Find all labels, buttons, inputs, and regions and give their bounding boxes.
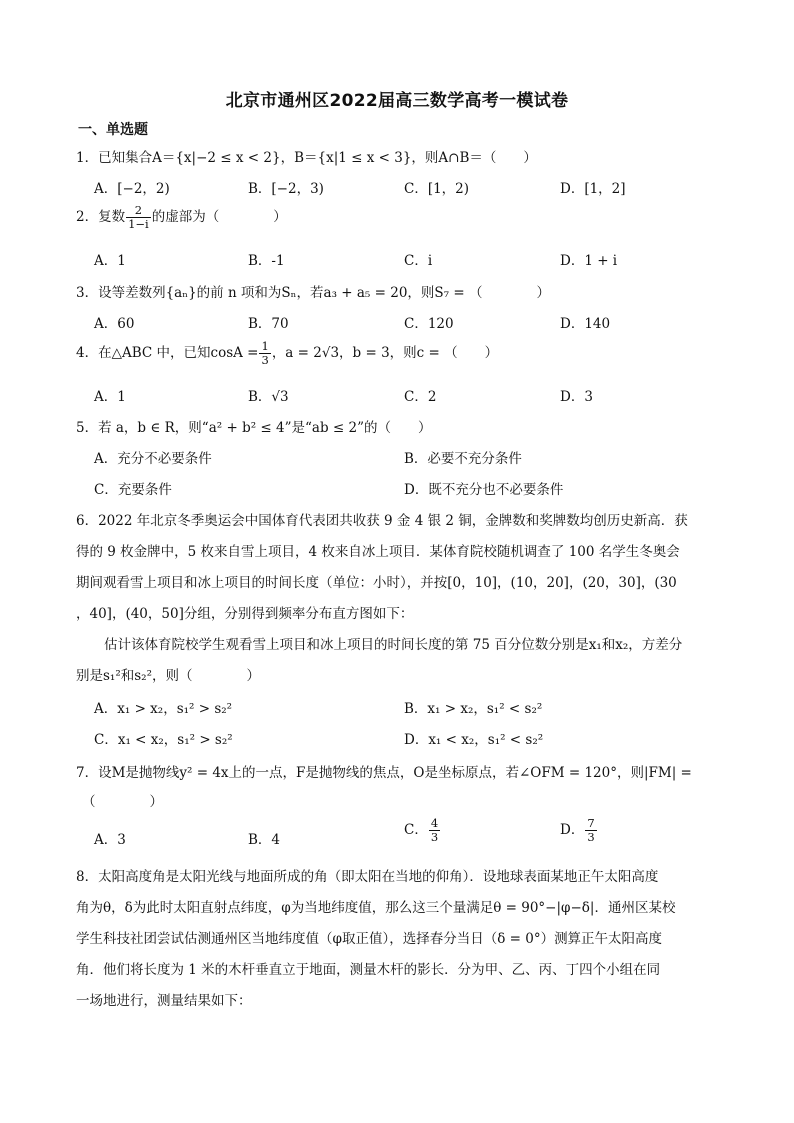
- q7-option-c: [404, 817, 441, 844]
- q7-option-c-fraction: [429, 817, 440, 844]
- q7-d-denominator: 3: [587, 830, 595, 844]
- q4-denominator: 3: [261, 353, 269, 367]
- q7-c-numerator: 4: [430, 816, 439, 830]
- q3-option-d: D．140: [560, 316, 611, 332]
- q4-fraction: [259, 340, 270, 367]
- q1-option-c: C．[1，2): [404, 181, 470, 197]
- q7-option-a: A．3: [94, 832, 126, 848]
- q5-option-a: A．充分不必要条件: [94, 451, 212, 467]
- q1-option-b: B．[−2，3): [248, 181, 324, 197]
- q4-text-pre: 4．在△ABC 中，已知cosA =: [76, 345, 259, 361]
- question-4-stem: [76, 340, 498, 367]
- q2-option-b: B．-1: [248, 253, 285, 269]
- question-8-line-2: 角为θ，δ为此时太阳直射点纬度，φ为当地纬度值，那么这三个量满足θ = 90°−|φ−δ|．通州区某校: [76, 900, 676, 916]
- question-3-stem: 3．设等差数列{aₙ}的前 n 项和为Sₙ，若a₃ + a₅ = 20，则S₇ = （ ）: [76, 285, 550, 301]
- q7-c-denominator: 3: [430, 830, 439, 844]
- q4-option-d: D．3: [560, 389, 593, 405]
- q6-option-a: A．x₁ > x₂，s₁² > s₂²: [94, 701, 233, 717]
- q3-option-b: B．70: [248, 316, 289, 332]
- q2-option-d: D．1 + i: [560, 253, 618, 269]
- q2-text-post: 的虚部为（ ）: [151, 209, 287, 225]
- section-heading: 一、单选题: [78, 122, 148, 138]
- question-6-line-5: 估计该体育院校学生观看雪上项目和冰上项目的时间长度的第 75 百分位数分别是x₁和x₂，方差分: [104, 637, 683, 653]
- q5-option-d: D．既不充分也不必要条件: [404, 482, 564, 498]
- q5-option-b: B．必要不充分条件: [404, 451, 522, 467]
- q7-option-b: B．4: [248, 832, 281, 848]
- question-6-line-2: 得的 9 枚金牌中，5 枚来自雪上项目，4 枚来自冰上项目．某体育院校随机调查了 100 名学生冬奥会: [76, 544, 680, 560]
- question-5-stem: 5．若 a，b ∈ R，则“a² + b² ≤ 4”是“ab ≤ 2”的（ ）: [76, 420, 432, 436]
- q7-d-numerator: 7: [587, 816, 595, 830]
- q4-option-a: A．1: [94, 389, 126, 405]
- q7-option-d-fraction: [585, 817, 596, 844]
- question-2-stem: [76, 204, 287, 231]
- q2-text-pre: 2．复数: [76, 209, 126, 225]
- question-7-line-2: （ ）: [82, 794, 163, 810]
- q2-option-c: C．i: [404, 253, 433, 269]
- q2-denominator: 1−i: [128, 217, 149, 231]
- question-1-stem: 1．已知集合A＝{x|−2 ≤ x < 2}，B＝{x|1 ≤ x < 3}，则A∩B＝（ ）: [76, 150, 537, 166]
- q6-option-d: D．x₁ < x₂，s₁² < s₂²: [404, 732, 544, 748]
- question-7-line-1: 7．设M是抛物线y² = 4x上的一点，F是抛物线的焦点，O是坐标原点，若∠OFM = 120°，则|FM| =: [76, 765, 692, 781]
- q5-option-c: C．充要条件: [94, 482, 172, 498]
- q7-option-d: [560, 817, 598, 844]
- q4-option-c: C．2: [404, 389, 437, 405]
- q1-option-a: A．[−2，2): [94, 181, 170, 197]
- q3-option-a: A．60: [94, 316, 135, 332]
- q1-option-d: D．[1，2]: [560, 181, 626, 197]
- question-8-line-5: 一场地进行，测量结果如下：: [76, 993, 252, 1009]
- q4-text-post: ，a = 2√3，b = 3，则c = （ ）: [271, 345, 499, 361]
- q6-option-b: B．x₁ > x₂，s₁² < s₂²: [404, 701, 543, 717]
- question-8-line-4: 角．他们将长度为 1 米的木杆垂直立于地面，测量木杆的影长．分为甲、乙、丙、丁四个小组在同: [76, 962, 661, 978]
- question-6-line-1: 6．2022 年北京冬季奥运会中国体育代表团共收获 9 金 4 银 2 铜，金牌数和奖牌数均创历史新高．获: [76, 513, 688, 529]
- q4-numerator: 1: [261, 339, 269, 353]
- q2-fraction: [126, 204, 151, 231]
- q7-option-d-label: D．: [560, 822, 585, 838]
- q3-option-c: C．120: [404, 316, 454, 332]
- q2-option-a: A．1: [94, 253, 126, 269]
- page-title: 北京市通州区2022届高三数学高考一模试卷: [225, 91, 569, 111]
- q2-numerator: 2: [126, 204, 151, 218]
- q6-option-c: C．x₁ < x₂，s₁² > s₂²: [94, 732, 233, 748]
- question-8-line-1: 8．太阳高度角是太阳光线与地面所成的角（即太阳在当地的仰角）．设地球表面某地正午太阳高度: [76, 869, 659, 885]
- q7-option-c-label: C．: [404, 822, 428, 838]
- question-6-line-4: ，40]，(40，50]分组，分别得到频率分布直方图如下：: [76, 606, 414, 622]
- q4-option-b: B．√3: [248, 389, 289, 405]
- question-8-line-3: 学生科技社团尝试估测通州区当地纬度值（φ取正值），选择春分当日（δ = 0°）测算正午太阳高度: [76, 931, 663, 947]
- question-6-line-3: 期间观看雪上项目和冰上项目的时间长度（单位：小时），并按[0，10]，(10，20]，(20，30]，(30: [76, 575, 677, 591]
- question-6-line-6: 别是s₁²和s₂²，则（ ）: [76, 668, 261, 684]
